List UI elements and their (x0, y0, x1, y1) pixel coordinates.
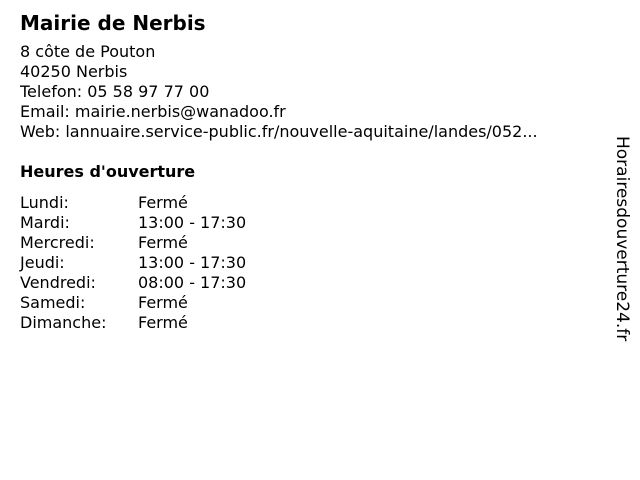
website-link: Web: lannuaire.service-public.fr/nouvelle-aquitaine/landes/052... (20, 122, 538, 141)
hours-time: Fermé (138, 293, 188, 312)
contact-block (20, 42, 600, 142)
hours-row-tuesday (20, 213, 246, 233)
hours-day: Vendredi: (20, 273, 96, 292)
page-title: Mairie de Nerbis (20, 11, 206, 35)
hours-row-monday (20, 193, 246, 213)
business-card (20, 10, 600, 333)
hours-time: Fermé (138, 233, 188, 252)
hours-day: Lundi: (20, 193, 69, 212)
hours-day: Samedi: (20, 293, 86, 312)
hours-time: 13:00 - 17:30 (138, 213, 247, 232)
hours-row-saturday (20, 293, 246, 313)
hours-time: Fermé (138, 313, 188, 332)
email-address: Email: mairie.nerbis@wanadoo.fr (20, 102, 286, 121)
hours-time: 13:00 - 17:30 (138, 253, 247, 272)
phone-number: Telefon: 05 58 97 77 00 (20, 82, 210, 101)
hours-row-wednesday (20, 233, 246, 253)
hours-row-sunday (20, 313, 246, 333)
hours-row-thursday (20, 253, 246, 273)
hours-day: Mardi: (20, 213, 70, 232)
hours-time: Fermé (138, 193, 188, 212)
hours-day: Jeudi: (20, 253, 65, 272)
street-address: 8 côte de Pouton (20, 42, 156, 61)
hours-day: Mercredi: (20, 233, 95, 252)
brand-watermark: Horairesdouverture24.fr (612, 136, 632, 342)
hours-table (20, 193, 246, 333)
city-address: 40250 Nerbis (20, 62, 128, 81)
hours-heading: Heures d'ouverture (20, 162, 196, 181)
hours-day: Dimanche: (20, 313, 107, 332)
hours-row-friday (20, 273, 246, 293)
hours-time: 08:00 - 17:30 (138, 273, 247, 292)
